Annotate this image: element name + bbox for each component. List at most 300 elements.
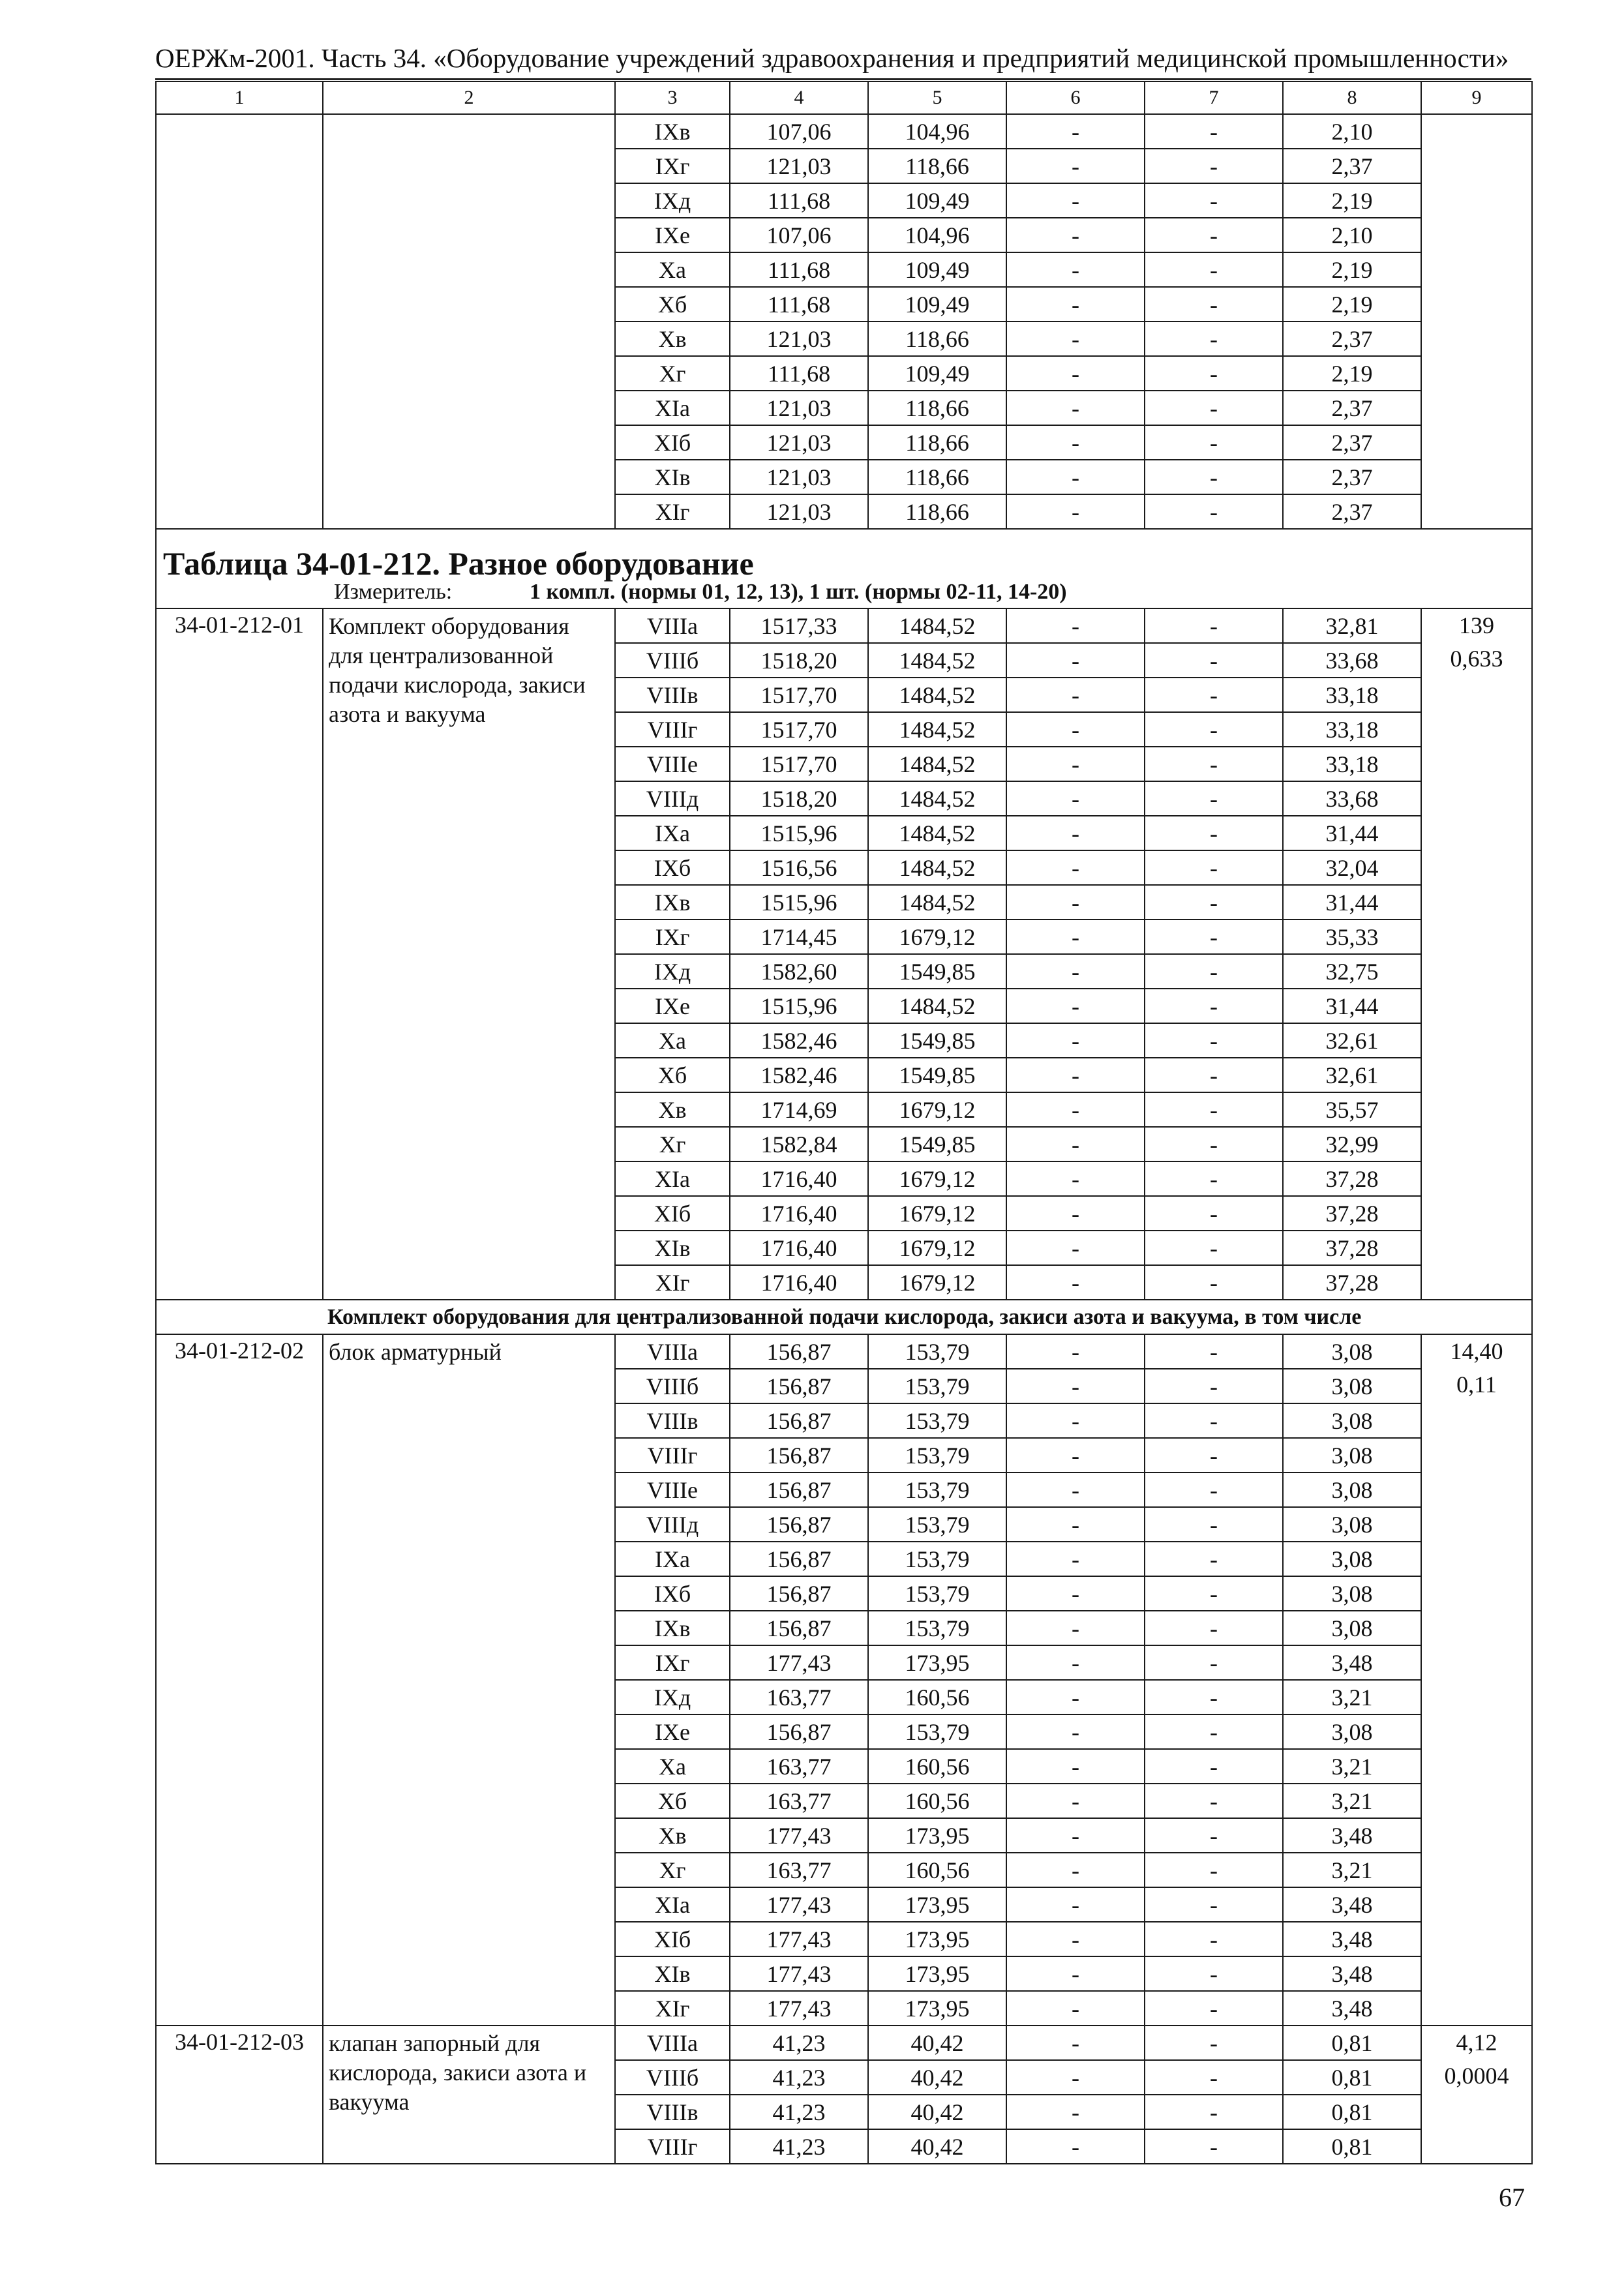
zone-cell: XIа [615,1161,730,1196]
equipment-cost-cell: 153,79 [868,1576,1006,1611]
total-cost-cell: 41,23 [730,2060,868,2095]
col7-cell: - [1145,712,1283,747]
col7-cell: - [1145,1991,1283,2026]
norm-code: 34-01-212-03 [156,2026,323,2164]
installation-cost-cell: 3,48 [1283,1956,1421,1991]
zone-cell: Xг [615,1853,730,1887]
column-number: 2 [323,82,615,114]
norm-code: 34-01-212-02 [156,1334,323,2026]
col7-cell: - [1145,1231,1283,1265]
column-number: 8 [1283,82,1421,114]
zone-cell: Xб [615,1784,730,1818]
col7-cell: - [1145,1922,1283,1956]
zone-cell: IXг [615,149,730,183]
col6-cell: - [1006,885,1145,920]
installation-cost-cell: 32,99 [1283,1127,1421,1161]
installation-cost-cell: 3,08 [1283,1403,1421,1438]
total-cost-cell: 111,68 [730,356,868,391]
col6-cell: - [1006,2060,1145,2095]
total-cost-cell: 1582,60 [730,954,868,989]
installation-cost-cell: 3,08 [1283,1473,1421,1507]
column-number: 1 [156,82,323,114]
total-cost-cell: 156,87 [730,1369,868,1403]
total-cost-cell: 177,43 [730,1887,868,1922]
zone-cell: IXд [615,1680,730,1714]
zone-cell: XIг [615,1265,730,1300]
zone-cell: XIг [615,494,730,529]
zone-cell: XIб [615,1922,730,1956]
installation-cost-cell: 37,28 [1283,1196,1421,1231]
col6-cell: - [1006,149,1145,183]
extra-value: 0,11 [1456,1371,1497,1398]
column-number: 3 [615,82,730,114]
installation-cost-cell: 2,19 [1283,183,1421,218]
zone-cell: Xв [615,1092,730,1127]
equipment-cost-cell: 1484,52 [868,781,1006,816]
equipment-cost-cell: 1484,52 [868,885,1006,920]
col6-cell: - [1006,1784,1145,1818]
total-cost-cell: 163,77 [730,1853,868,1887]
total-cost-cell: 156,87 [730,1473,868,1507]
installation-cost-cell: 3,21 [1283,1749,1421,1784]
col7-cell: - [1145,460,1283,494]
equipment-cost-cell: 1679,12 [868,920,1006,954]
col6-cell: - [1006,460,1145,494]
equipment-cost-cell: 160,56 [868,1680,1006,1714]
installation-cost-cell: 33,18 [1283,678,1421,712]
col7-cell: - [1145,1611,1283,1645]
total-cost-cell: 1517,33 [730,608,868,643]
col7-cell: - [1145,2129,1283,2164]
col6-cell: - [1006,920,1145,954]
equipment-cost-cell: 118,66 [868,149,1006,183]
zone-cell: IXв [615,885,730,920]
col7-cell: - [1145,1784,1283,1818]
zone-cell: Xв [615,322,730,356]
col7-cell: - [1145,1438,1283,1473]
installation-cost-cell: 3,21 [1283,1680,1421,1714]
total-cost-cell: 121,03 [730,149,868,183]
equipment-cost-cell: 173,95 [868,1991,1006,2026]
total-cost-cell: 1515,96 [730,989,868,1023]
col6-cell: - [1006,1542,1145,1576]
equipment-cost-cell: 40,42 [868,2129,1006,2164]
total-cost-cell: 163,77 [730,1784,868,1818]
total-cost-cell: 1582,46 [730,1058,868,1092]
installation-cost-cell: 32,81 [1283,608,1421,643]
installation-cost-cell: 2,37 [1283,460,1421,494]
installation-cost-cell: 0,81 [1283,2060,1421,2095]
zone-cell: IXе [615,218,730,252]
equipment-cost-cell: 118,66 [868,391,1006,425]
col7-cell: - [1145,1265,1283,1300]
col6-cell: - [1006,712,1145,747]
zone-cell: Xг [615,356,730,391]
table-row [156,114,1532,149]
column-number-row [156,82,1532,114]
equipment-cost-cell: 118,66 [868,425,1006,460]
installation-cost-cell: 33,18 [1283,712,1421,747]
equipment-cost-cell: 109,49 [868,287,1006,322]
total-cost-cell: 177,43 [730,1818,868,1853]
total-cost-cell: 121,03 [730,494,868,529]
col7-cell: - [1145,425,1283,460]
zone-cell: VIIIд [615,781,730,816]
measure-cell [156,576,1532,608]
col6-cell: - [1006,2095,1145,2129]
zone-cell: IXг [615,1645,730,1680]
col7-cell: - [1145,218,1283,252]
installation-cost-cell: 3,48 [1283,1887,1421,1922]
total-cost-cell: 156,87 [730,1542,868,1576]
installation-cost-cell: 35,57 [1283,1092,1421,1127]
subheading-row [156,1300,1532,1334]
zone-cell: Xа [615,252,730,287]
col6-cell: - [1006,1887,1145,1922]
total-cost-cell: 41,23 [730,2129,868,2164]
zone-cell: Xа [615,1023,730,1058]
total-cost-cell: 156,87 [730,1714,868,1749]
col6-cell: - [1006,1092,1145,1127]
equipment-cost-cell: 153,79 [868,1542,1006,1576]
installation-cost-cell: 2,37 [1283,425,1421,460]
col6-cell: - [1006,747,1145,781]
extra-value: 0,0004 [1444,2063,1509,2089]
equipment-cost-cell: 153,79 [868,1507,1006,1542]
installation-cost-cell: 32,61 [1283,1023,1421,1058]
zone-cell: VIIIа [615,2026,730,2060]
total-cost-cell: 156,87 [730,1576,868,1611]
subheading-cell [156,1300,1532,1334]
equipment-cost-cell: 153,79 [868,1403,1006,1438]
total-cost-cell: 1716,40 [730,1265,868,1300]
col7-cell: - [1145,1058,1283,1092]
col7-cell: - [1145,954,1283,989]
zone-cell: IXа [615,816,730,850]
zone-cell: XIб [615,1196,730,1231]
col7-cell: - [1145,1542,1283,1576]
installation-cost-cell: 0,81 [1283,2095,1421,2129]
zone-cell: IXб [615,1576,730,1611]
page-number: 67 [1499,2183,1525,2212]
col7-cell: - [1145,885,1283,920]
total-cost-cell: 156,87 [730,1611,868,1645]
equipment-cost-cell: 1484,52 [868,712,1006,747]
norm-name: блок арматурный [323,1334,615,2026]
col6-cell: - [1006,989,1145,1023]
installation-cost-cell: 37,28 [1283,1161,1421,1196]
total-cost-cell: 41,23 [730,2095,868,2129]
equipment-cost-cell: 160,56 [868,1853,1006,1887]
zone-cell: VIIIе [615,1473,730,1507]
equipment-cost-cell: 153,79 [868,1438,1006,1473]
equipment-cost-cell: 173,95 [868,1818,1006,1853]
col6-cell: - [1006,1196,1145,1231]
empty-extra-cell [1421,114,1532,529]
table-row [156,2026,1532,2060]
col6-cell: - [1006,1161,1145,1196]
zone-cell: IXд [615,954,730,989]
col6-cell: - [1006,218,1145,252]
total-cost-cell: 177,43 [730,1645,868,1680]
table-row [156,1334,1532,1369]
col6-cell: - [1006,252,1145,287]
zone-cell: VIIIб [615,2060,730,2095]
col6-cell: - [1006,1956,1145,1991]
installation-cost-cell: 2,37 [1283,391,1421,425]
col6-cell: - [1006,322,1145,356]
installation-cost-cell: 37,28 [1283,1265,1421,1300]
col6-cell: - [1006,494,1145,529]
col7-cell: - [1145,678,1283,712]
col7-cell: - [1145,1334,1283,1369]
zone-cell: XIа [615,1887,730,1922]
total-cost-cell: 107,06 [730,114,868,149]
col7-cell: - [1145,1680,1283,1714]
col7-cell: - [1145,183,1283,218]
col6-cell: - [1006,850,1145,885]
total-cost-cell: 1517,70 [730,678,868,712]
equipment-cost-cell: 153,79 [868,1334,1006,1369]
zone-cell: VIIIа [615,608,730,643]
col6-cell: - [1006,1818,1145,1853]
installation-cost-cell: 0,81 [1283,2026,1421,2060]
total-cost-cell: 111,68 [730,252,868,287]
col6-cell: - [1006,1403,1145,1438]
equipment-cost-cell: 118,66 [868,322,1006,356]
equipment-cost-cell: 1679,12 [868,1161,1006,1196]
col6-cell: - [1006,1231,1145,1265]
col6-cell: - [1006,1680,1145,1714]
zone-cell: IXв [615,1611,730,1645]
subheading-text: Комплект оборудования для централизованной подачи кислорода, закиси азота и вакуума, в том числе [327,1304,1362,1329]
zone-cell: XIв [615,1231,730,1265]
total-cost-cell: 156,87 [730,1507,868,1542]
column-number: 4 [730,82,868,114]
zone-cell: Xб [615,1058,730,1092]
zone-cell: VIIIб [615,643,730,678]
zone-cell: VIIIв [615,2095,730,2129]
col6-cell: - [1006,1369,1145,1403]
installation-cost-cell: 0,81 [1283,2129,1421,2164]
total-cost-cell: 121,03 [730,322,868,356]
col6-cell: - [1006,1438,1145,1473]
col6-cell: - [1006,678,1145,712]
col6-cell: - [1006,643,1145,678]
total-cost-cell: 121,03 [730,460,868,494]
total-cost-cell: 1517,70 [730,712,868,747]
col6-cell: - [1006,356,1145,391]
equipment-cost-cell: 153,79 [868,1369,1006,1403]
col7-cell: - [1145,1369,1283,1403]
total-cost-cell: 111,68 [730,287,868,322]
installation-cost-cell: 3,08 [1283,1611,1421,1645]
zone-cell: XIа [615,391,730,425]
zone-cell: Xв [615,1818,730,1853]
col7-cell: - [1145,391,1283,425]
installation-cost-cell: 3,08 [1283,1438,1421,1473]
norm-code: 34-01-212-01 [156,608,323,1300]
total-cost-cell: 1582,46 [730,1023,868,1058]
col7-cell: - [1145,920,1283,954]
installation-cost-cell: 2,19 [1283,252,1421,287]
measure-row [156,576,1532,608]
column-number: 7 [1145,82,1283,114]
zone-cell: VIIIа [615,1334,730,1369]
zone-cell: VIIIв [615,1403,730,1438]
installation-cost-cell: 32,61 [1283,1058,1421,1092]
col6-cell: - [1006,287,1145,322]
zone-cell: IXд [615,183,730,218]
installation-cost-cell: 2,37 [1283,149,1421,183]
table-title-row [156,529,1532,576]
installation-cost-cell: 3,08 [1283,1576,1421,1611]
col7-cell: - [1145,747,1283,781]
col7-cell: - [1145,114,1283,149]
col6-cell: - [1006,2129,1145,2164]
total-cost-cell: 1716,40 [730,1196,868,1231]
col7-cell: - [1145,1818,1283,1853]
col6-cell: - [1006,816,1145,850]
equipment-cost-cell: 118,66 [868,494,1006,529]
equipment-cost-cell: 173,95 [868,1887,1006,1922]
zone-cell: IXе [615,989,730,1023]
installation-cost-cell: 3,08 [1283,1369,1421,1403]
column-number: 9 [1421,82,1532,114]
zone-cell: XIв [615,1956,730,1991]
col6-cell: - [1006,1058,1145,1092]
col7-cell: - [1145,2060,1283,2095]
col6-cell: - [1006,1991,1145,2026]
zone-cell: VIIIд [615,1507,730,1542]
col7-cell: - [1145,1092,1283,1127]
equipment-cost-cell: 109,49 [868,183,1006,218]
col6-cell: - [1006,1576,1145,1611]
col7-cell: - [1145,643,1283,678]
col6-cell: - [1006,1714,1145,1749]
equipment-cost-cell: 109,49 [868,356,1006,391]
equipment-cost-cell: 153,79 [868,1611,1006,1645]
equipment-cost-cell: 1484,52 [868,816,1006,850]
installation-cost-cell: 3,08 [1283,1334,1421,1369]
zone-cell: VIIIг [615,2129,730,2164]
installation-cost-cell: 2,37 [1283,322,1421,356]
col6-cell: - [1006,114,1145,149]
col7-cell: - [1145,1473,1283,1507]
zone-cell: IXа [615,1542,730,1576]
total-cost-cell: 156,87 [730,1334,868,1369]
col6-cell: - [1006,1473,1145,1507]
col7-cell: - [1145,1127,1283,1161]
installation-cost-cell: 3,48 [1283,1645,1421,1680]
col6-cell: - [1006,1749,1145,1784]
total-cost-cell: 163,77 [730,1749,868,1784]
col7-cell: - [1145,781,1283,816]
extra-cell [1421,2026,1532,2164]
norm-name: Комплект оборудования для централизованной подачи кислорода, закиси азота и вакуума [323,608,615,1300]
total-cost-cell: 1515,96 [730,816,868,850]
equipment-cost-cell: 1679,12 [868,1265,1006,1300]
col6-cell: - [1006,1507,1145,1542]
col7-cell: - [1145,1403,1283,1438]
equipment-cost-cell: 1484,52 [868,643,1006,678]
total-cost-cell: 1517,70 [730,747,868,781]
zone-cell: XIб [615,425,730,460]
col7-cell: - [1145,149,1283,183]
col6-cell: - [1006,1853,1145,1887]
equipment-cost-cell: 1679,12 [868,1092,1006,1127]
installation-cost-cell: 35,33 [1283,920,1421,954]
total-cost-cell: 121,03 [730,391,868,425]
zone-cell: IXв [615,114,730,149]
col6-cell: - [1006,425,1145,460]
total-cost-cell: 177,43 [730,1991,868,2026]
col6-cell: - [1006,2026,1145,2060]
installation-cost-cell: 33,18 [1283,747,1421,781]
installation-cost-cell: 2,10 [1283,114,1421,149]
col7-cell: - [1145,1161,1283,1196]
equipment-cost-cell: 173,95 [868,1645,1006,1680]
col7-cell: - [1145,1887,1283,1922]
zone-cell: Xг [615,1127,730,1161]
col6-cell: - [1006,1645,1145,1680]
total-cost-cell: 1714,69 [730,1092,868,1127]
total-cost-cell: 177,43 [730,1956,868,1991]
zone-cell: XIв [615,460,730,494]
equipment-cost-cell: 1484,52 [868,850,1006,885]
col6-cell: - [1006,1922,1145,1956]
installation-cost-cell: 3,48 [1283,1922,1421,1956]
installation-cost-cell: 2,19 [1283,356,1421,391]
zone-cell: VIIIб [615,1369,730,1403]
col6-cell: - [1006,1611,1145,1645]
total-cost-cell: 1515,96 [730,885,868,920]
equipment-cost-cell: 1549,85 [868,954,1006,989]
col6-cell: - [1006,1265,1145,1300]
page-header: ОЕРЖм-2001. Часть 34. «Оборудование учреждений здравоохранения и предприятий медицинской промышленности» [155,42,1531,80]
col7-cell: - [1145,252,1283,287]
table-row [156,608,1532,643]
col7-cell: - [1145,1507,1283,1542]
total-cost-cell: 1518,20 [730,643,868,678]
column-number: 5 [868,82,1006,114]
installation-cost-cell: 3,48 [1283,1818,1421,1853]
equipment-cost-cell: 1679,12 [868,1231,1006,1265]
total-cost-cell: 1582,84 [730,1127,868,1161]
equipment-cost-cell: 173,95 [868,1922,1006,1956]
equipment-cost-cell: 1484,52 [868,608,1006,643]
col7-cell: - [1145,494,1283,529]
installation-cost-cell: 32,75 [1283,954,1421,989]
col7-cell: - [1145,1576,1283,1611]
equipment-cost-cell: 1484,52 [868,989,1006,1023]
total-cost-cell: 121,03 [730,425,868,460]
col6-cell: - [1006,183,1145,218]
total-cost-cell: 163,77 [730,1680,868,1714]
installation-cost-cell: 2,37 [1283,494,1421,529]
col7-cell: - [1145,850,1283,885]
extra-value: 14,40 [1450,1338,1503,1364]
installation-cost-cell: 31,44 [1283,885,1421,920]
equipment-cost-cell: 1679,12 [868,1196,1006,1231]
zone-cell: VIIIв [615,678,730,712]
equipment-cost-cell: 160,56 [868,1749,1006,1784]
equipment-cost-cell: 104,96 [868,218,1006,252]
col7-cell: - [1145,608,1283,643]
total-cost-cell: 1716,40 [730,1231,868,1265]
col7-cell: - [1145,1714,1283,1749]
col7-cell: - [1145,989,1283,1023]
